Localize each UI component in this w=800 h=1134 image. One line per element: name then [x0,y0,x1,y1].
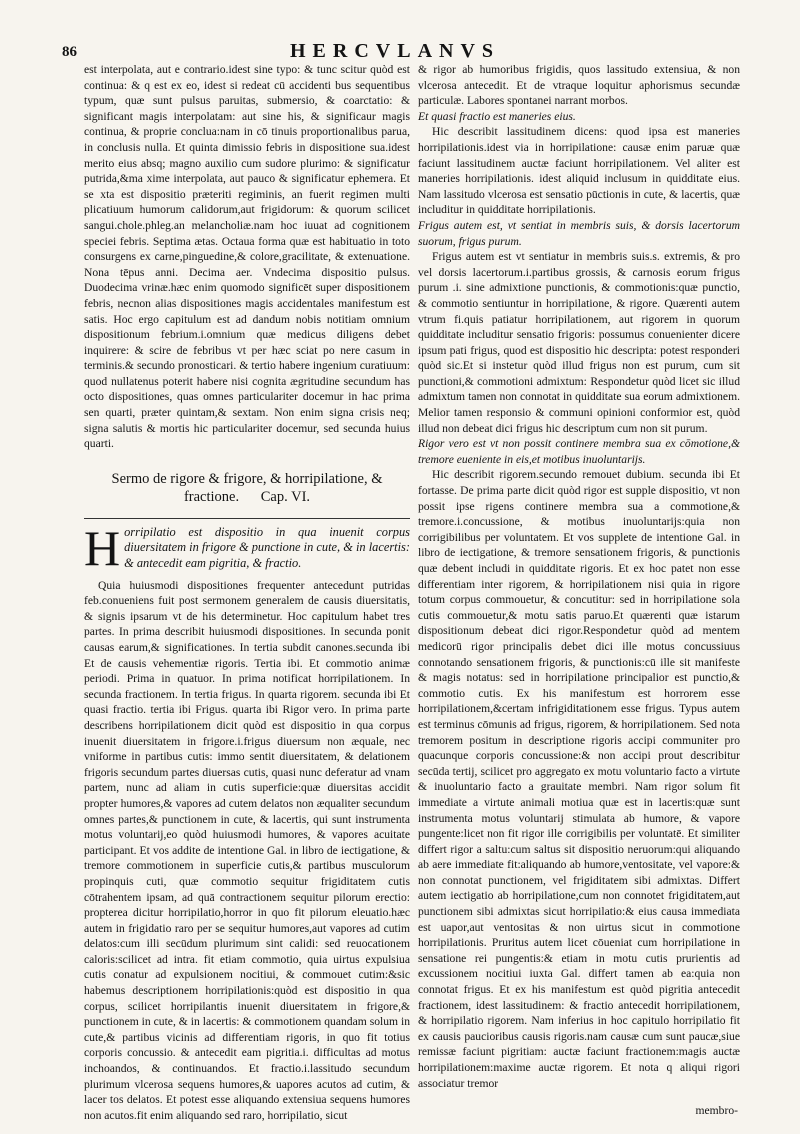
page-number: 86 [62,44,77,60]
lemma-fractio: Et quasi fractio est maneries eius. [418,109,576,123]
chapter-title: Sermo de rigore & frigore, & horripilatione, & fractione. [111,470,383,505]
lemma-rigor: Rigor vero est vt non possit continere membra sua ex cōmotione,& tremore eueniente in eis,et motibus inuoluntarijs. [418,437,740,466]
commentary-paragraph: est interpolata, aut e contrario.idest sine typo: & tunc scitur quòd est continua: & q est ex eo, idest si redeat cū accidenti bus sequentibus typum, quæ sunt pulsus paruitas, submersio, & coarctatio: & significant magis interpolatam: aut sine his, & significaur magis continua, & proprie conclua:nam in cō tinuis proportionalibus parua, in conclusis nulla. Et quinta dimissio febris in dispositione sua.idest merito eius absq; magno auxilio cum sudore plurimo: & significatur putrida,&ma xime interpolata, aut pauco & significatur ephemera. Et se xta est dispositio præteriti regiminis, an fuerit regimen multi plicatiuum humorum calidorum,aut frigidorum: & quorum scilicet sangui.chole.phleg.an melancholiæ.nam hoc iuuat ad cognitionem speciei febris. Septima ætas. Octaua forma quæ est habituatio in toto consurgens ex carne,pinguedine,& colore,gracilitate, & extenuatione. Nona tēpus anni. Decima aer. Vndecima dispositio pulsus. Duodecima vrinæ.hæc enim quomodo significēt super dispositionem febris, necnon alias dispositiones magis accidentales manifestum est satis. Hoc ergo capitulum est ad dandum nobis notitiam omnium dispositionum febrium.i.omnium quæ medicus diligens debet inquirere: & scire de febribus vt per hæc sciat po nere casum in terminis.& secundo pronosticari. & tertio habere ingenium curatiuum: quod nullatenus poterit habere nisi cognita ægritudine secundum has octo dispositiones, quas omnes particulariter docemur in hac prima sen quarti, præter quintam,& sextam. Non enim signa crisis neq; signa salutis & mortis hic particulariter docemur, sed secunda huius quarti. [84,63,410,451]
chapter-number: Cap. VI. [260,488,311,505]
commentary-paragraph: Hic describit lassitudinem dicens: quod ipsa est maneries horripilationis.idest via in horripilatione: causæ enim paruæ quæ faciunt lassitudinem auctæ faciunt horripilationem. Vel aliter est maneries horripilationis. idest aliquid inclusum in quidditate eius. Nam lassitudo vlcerosa est sensatio pūctionis in cute, & lacertis, quæ includitur in quidditate horripilationis. [418,125,740,217]
running-title: HERCVLANVS [290,40,501,62]
commentary-paragraph: Frigus autem est vt sentiatur in membris suis.s. extremis, & pro vel dorsis lacertorum.i.partibus grossis, & carnosis eorum frigus purum .i. sine admixtione punctionis, & commotionis:quæ punctio, & commotio sentiuntur in horripilatione, & rigore. Quærenti autem vtrum fi.quis patiatur horripilationem, aut rigorem in quorum quidditate includitur sensatio frigoris: possumus conuenienter dicere ipsum pati frigus, quod est dispositio hic descripta: potest responderi quòd sic.Et si instetur quòd illud frigus non est purum, cum sit punctioni,& commotioni admixtum: Respondetur quòd licet sic illud admixtum tamen non connotat in quidditate sua eorum admixtionem. Melior tamen responsio & communi opinioni conformior est, quòd illud non debeat dici frigus hic descriptum cum non sit purum. [418,250,740,435]
commentary-paragraph: & rigor ab humoribus frigidis, quos lassitudo extensiua, & non vlcerosa antecedit. Et de vtraque loquitur aphorismus secundæ particulæ. Labores spontanei narrant morbos. [418,63,740,108]
commentary-paragraph: Hic describit rigorem.secundo remouet dubium. secunda ibi Et fortasse. De prima parte dicit quòd rigor est supple dispositio, vt non possit ipse rigens continere membra sua a commotione,& tremore.i.concussione, & motibus inuoluntarijs:quia non corrigibilibus per voluntatem. Et vos supplete de intentione Gal. in libro de iectigatione, & tremore sensationem frigoris, & punctionis quæ debent includi in quidditate rigoris. Et ex hoc patet non esse differentiam inter rigorem, & horripilationem nisi quia in rigore totum corpus commouetur, & concutitur: sed in horripilatione sola cutis commouetur,& motu satis paruo.Et quærenti quæ istarum dispositionum debeat dici rigor.Respondetur quòd ad mentem medicorū rigor principalis debet dici ille motus concussiuus connotando sensationem frigoris, & punctionis:cū ille sit manifeste & magis notatus: sed in horripilatione principalior est punctio,& commotio cutis. Ex his manifestum est horrorem esse horripilationem,&certam infrigiditationem esse frigus. Typus autem est terminus cōmunis ad frigus, rigorem, & horripilationem. Sed nota tremorem positum in descriptione rigoris accipi communiter pro quacunque corporis concussione:& non accipi prout describitur secūda tertij, scilicet pro aggregato ex motu voluntario facto a virtute & inuoluntario facto a grauitate membri. Nam rigor solum fit immediate a virtute animali motiua quæ est in lacertis:quæ sunt instrumenta motus voluntarij stimulata ab humore, & vapore pungente:licet non fit rigor ille corrigibilis per voluntatē. Et similiter differt rigor a saltu:cum saltus sit dispositio neruorum:qui aliquando ab aere immediate fit:aliquando ab humore,ventositate, vel vapore:& non connotat punctionem, vel frigiditatem sibi admixtas. Differt autem iectigatio ab horripilatione,cum non connotet frigiditatem,aut punctionem sibi admixtas sicut horripilatio:& eius causa immediata est uapor,aut ventositas & non uirtus sicut in commotione horripilationis. Pruritus autem licet cōueniat cum horripilatione in sensatione rei pungentis:& etiam in motu cutis prurientis ad excussionem nocitiui iuxta Gal. differt tamen ab ea:quia non connotat frigus. Et ex his manifestum est quòd pigritia antecedit fractionem, idest lassitudinem: & fractio antecedit horripilationem, & horripilatio rigorem. Nam inferius in hoc capitulo horripilatio fit ex causis paucioribus causis rigoris.nam causæ cum sunt paucæ,siue remissæ faciunt pigritiam: auctæ faciunt fractionem:magis auctæ horripilationem:maxime auctæ rigorem. Et nota q aliqui rigori associatur tremor [418,468,740,1090]
right-column [418,62,740,1091]
divider [84,518,410,519]
chapter-lemma: orripilatio est dispositio in qua inuenit corpus diuersitatem in frigore & punctione in cute, & in lacertis: & antecedit eam pigritia, & fractio. [124,524,410,571]
lemma-frigus: Frigus autem est, vt sentiat in membris suis, & dorsis lacertorum suorum, frigus purum. [418,218,740,248]
left-column [84,62,410,1123]
commentary-paragraph: Quia huiusmodi dispositiones frequenter antecedunt putridas feb.conueniens fuit post sermonem generalem de causis diuersitatis, & signis ipsarum vt de his determinetur. Hoc capitulum habet tres partes. In prima describit huiusmodi dispositiones. In secunda ponit causas earum,& significationes. In tertia subdit canones.secunda ibi Et de causis vehementiæ rigoris. Tertia ibi. Et commotio animæ periodi. Prima in quatuor. In prima notificat horripilationem. In secunda fractionem. In tertia frigus. In quarta rigorem. secunda ibi Et quasi fractio. tertia ibi Frigus. quarta ibi Rigor vero. In prima parte describens horripilationem dicit quòd est dispositio in qua corpus inuenit diuersitatem in frigore.i.frigus diuersum non æquale, nec vniforme in partibus cutis: immo sentit diuersitatem, & delationem frigoris secundum partes diuersas cutis, quasi nunc deferatur ad vnam partem, nunc ad aliam in cutis superficie:quæ diuersitas accidit propter humores,& vapores ad cutem delatos non æqualiter secundum omnes partes,& punctionem in cute, & lacertis, qui sunt instrumenta motus voluntarij,eo quòd huiusmodi humores, & vapores acuitate participant. Et vos addite de intentione Gal. in libro de iectigatione, & tremore commotionem in superficie cutis,& partibus musculorum propinquis cuti, quæ commotio sequitur frigiditatem cutis cōtrahentem ipsam, ad quā contractionem sequitur pilorum erectio: propterea dicitur horripilatio,horror in quo fit pilorum eleuatio.hæc autem in frigidatio raro per se sequitur humores,aut vapores ad cutim delatos:cum illi secūdum plurimum sint calidi: sed reuocationem caloris:scilicet ad intra. fit etiam commotio, quia uirtus expulsiua cutis conatur ad expulsionem nocitiui, & commouet cutim:&sic habemus descriptionem horripilationis:quòd est dispositio in qua corpus, scilicet horripilantis inuenit diuersitatem in frigore,& punctionem in cute, & in lacertis: & commotionem quandam solum in cute,& partibus vicinis ad differentiam rigoris, in quo fit totius corporis concussio. & antecedit eam pigritia.i. difficultas ad motus inchoandos, & continuandos. Et fractio.i.lassitudo secundum plurimum vlcerosa sequens humores,& uapores acutos ad cutim, & lacer tos delatos. Et potest esse aliquando extensiua sequens humores non acutos.fit enim aliquando sed raro, horripilatio, sicut [84,578,410,1122]
chapter-heading [84,470,410,506]
drop-cap-initial: H [84,519,121,576]
catchword: membro- [695,1104,738,1117]
chapter-opening [84,519,410,576]
